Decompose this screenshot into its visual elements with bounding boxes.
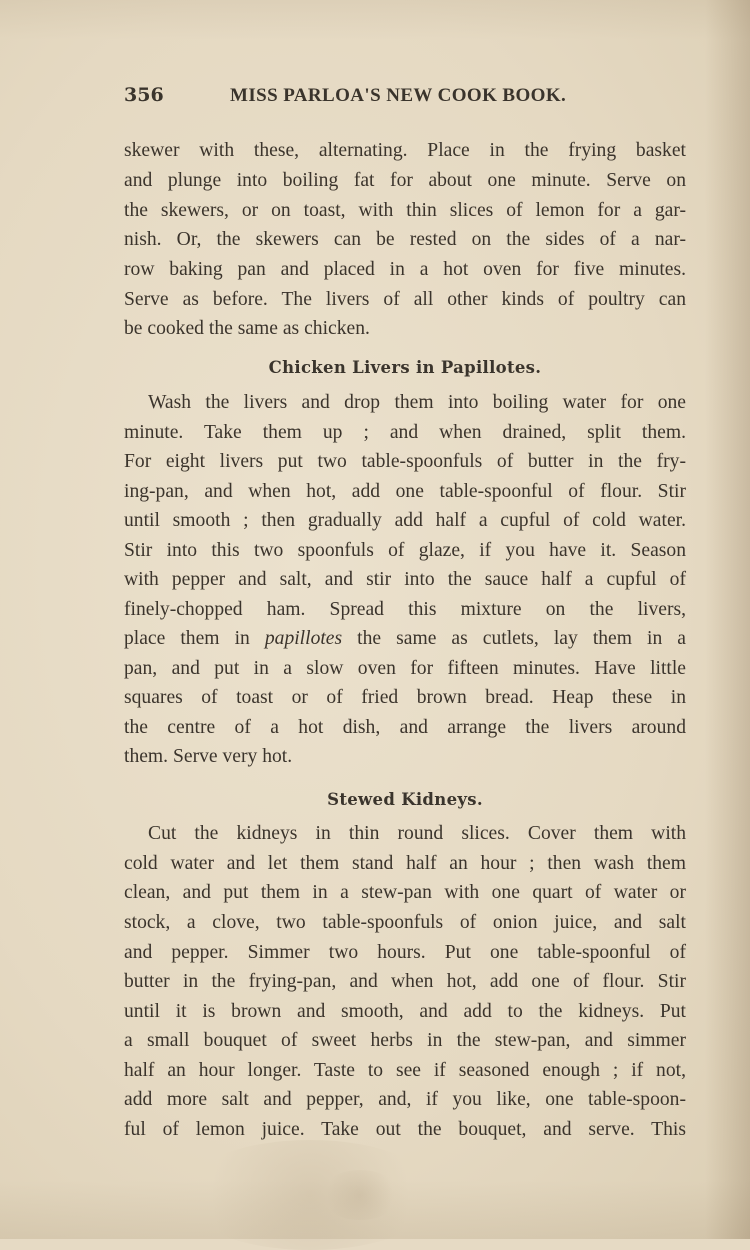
text-line: stock, a clove, two table-spoonfuls of onion juice, and salt [124,912,686,933]
running-head: MISS PARLOA'S NEW COOK BOOK. [230,85,567,106]
section-heading-chicken-livers: Chicken Livers in Papillotes. [268,358,542,377]
text-line-with-italic [124,624,686,654]
text-line: add more salt and pepper, and, if you like, one table-spoon- [124,1089,686,1110]
text-line: the centre of a hot dish, and arrange the livers around [124,717,686,738]
text-line: and plunge into boiling fat for about one minute. Serve on [124,170,686,191]
page-number: 356 [124,84,164,106]
text-line: nish. Or, the skewers can be rested on the sides of a nar- [124,229,686,250]
text-line: with pepper and salt, and stir into the sauce half a cupful of [124,569,686,590]
text-line: finely-chopped ham. Spread this mixture on the livers, [124,599,686,620]
text-line: ing-pan, and when hot, add one table-spoonful of flour. Stir [124,481,686,502]
page-header [124,84,686,110]
text-line: a small bouquet of sweet herbs in the stew-pan, and simmer [124,1030,686,1051]
text-line: Wash the livers and drop them into boiling water for one [148,392,686,413]
text-line: Cut the kidneys in thin round slices. Cover them with [148,823,686,844]
text-line: For eight livers put two table-spoonfuls of butter in the fry- [124,451,686,472]
text-span: the same as cutlets, lay them in a [342,628,686,649]
text-span: place them in [124,628,265,649]
text-line: until smooth ; then gradually add half a cupful of cold water. [124,510,686,531]
text-line: and pepper. Simmer two hours. Put one table-spoonful of [124,942,686,963]
text-line: cold water and let them stand half an hour ; then wash them [124,853,686,874]
text-line: the skewers, or on toast, with thin slices of lemon for a gar- [124,200,686,221]
italic-term: papillotes [264,628,343,649]
text-line: ful of lemon juice. Take out the bouquet, and serve. This [124,1119,686,1140]
text-line: squares of toast or of fried brown bread. Heap these in [124,687,686,708]
text-line: Stir into this two spoonfuls of glaze, if you have it. Season [124,540,686,561]
text-line: butter in the frying-pan, and when hot, add one of flour. Stir [124,971,686,992]
paper-stain [180,1140,440,1250]
text-line: pan, and put in a slow oven for fifteen minutes. Have little [124,658,686,679]
text-line: them. Serve very hot. [124,746,293,767]
text-line: skewer with these, alternating. Place in the frying basket [124,140,686,161]
text-line: minute. Take them up ; and when drained, split them. [124,422,686,443]
paper-stain [320,1170,400,1220]
text-line: half an hour longer. Taste to see if seasoned enough ; if not, [124,1060,686,1081]
section-heading-stewed-kidneys: Stewed Kidneys. [327,790,483,809]
text-line: until it is brown and smooth, and add to the kidneys. Put [124,1001,686,1022]
text-line: Serve as before. The livers of all other kinds of poultry can [124,289,686,310]
text-line: row baking pan and placed in a hot oven for five minutes. [124,259,686,280]
text-line: clean, and put them in a stew-pan with one quart of water or [124,882,686,903]
text-line: be cooked the same as chicken. [124,318,370,339]
